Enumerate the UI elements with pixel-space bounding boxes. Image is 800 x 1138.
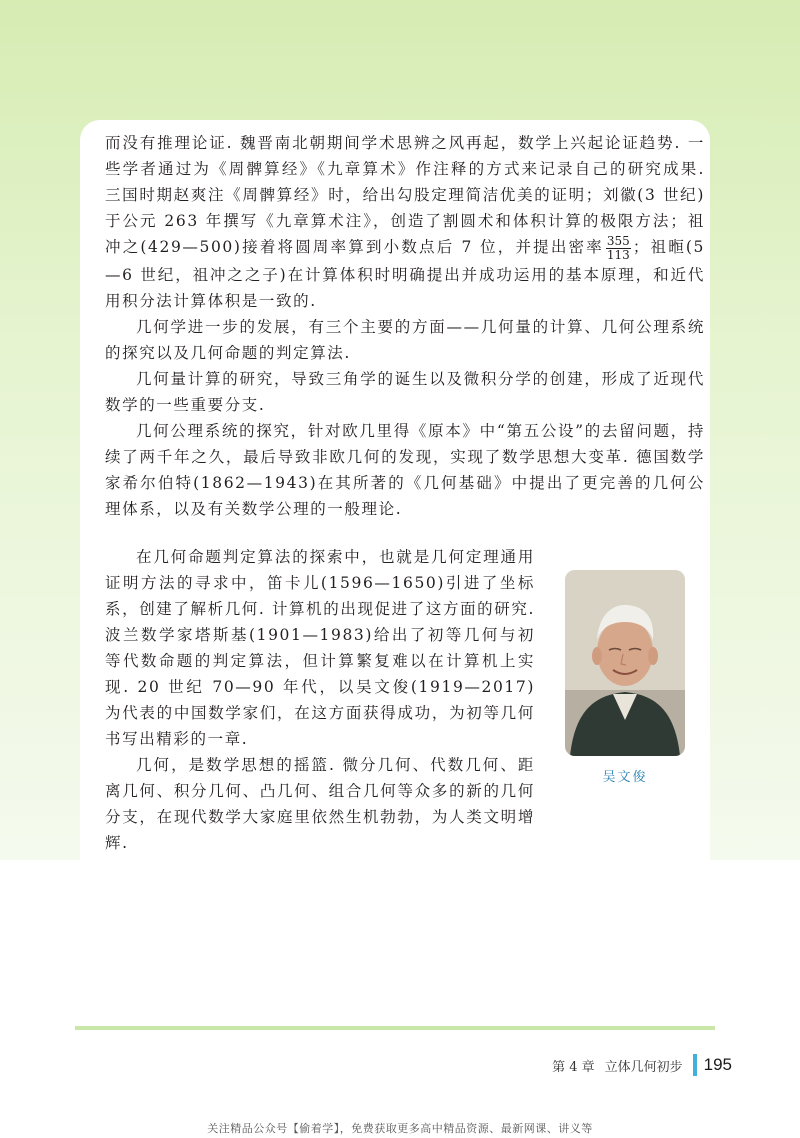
paragraph-3: 几何量计算的研究，导致三角学的诞生以及微积分学的创建，形成了近现代数学的一些重要分支. [105,369,705,414]
body-text-wrapped [105,544,535,856]
paragraph-2: 几何学进一步的发展，有三个主要的方面——几何量的计算、几何公理系统的探究以及几何命题的判定算法. [105,317,705,362]
paragraph-6: 几何，是数学思想的摇篮. 微分几何、代数几何、距离几何、积分几何、凸几何、组合几何等众多的新的几何分支，在现代数学大家庭里依然生机勃勃，为人类文明增辉. [105,756,535,852]
chapter-label: 第 4 章 [552,1059,595,1075]
footer-divider [75,1026,715,1030]
paragraph-1-text-a: 而没有推理论证. 魏晋南北朝期间学术思辨之风再起，数学上兴起论证趋势. 一些学者通过为《周髀算经》《九章算术》作注释的方式来记录自己的研究成果. 三国时期赵爽注《周髀算经》时，给出勾股定理简洁优美的证明；刘徽(3 世纪)于公元 263 年撰写《九章算术注》，创造了割圆术和体积计算的极限方法；祖冲之(429—500)接着将圆周率算到小数点后 7 位，并提出密率 [105,134,705,256]
page-number: 195 [703,1055,732,1074]
chapter-title: 立体几何初步 [604,1059,683,1075]
fraction-denominator: 113 [606,247,630,262]
portrait-illustration [565,570,685,756]
paragraph-5: 在几何命题判定算法的探索中，也就是几何定理通用证明方法的寻求中，笛卡儿(1596—1650)引进了坐标系，创建了解析几何. 计算机的出现促进了这方面的研究. 波兰数学家塔斯基(1901—1983)给出了初等几何与初等代数命题的判定算法，但计算繁复难以在计算机上实现. 20 世纪 70—90 年代，以吴文俊(1919—2017)为代表的中国数学家们，在这方面获得成功，为初等几何书写出精彩的一章. [105,548,535,748]
footer-separator-bar [693,1054,697,1076]
page-footer [552,1055,732,1075]
portrait-photo [565,570,685,756]
paragraph-1 [105,130,705,314]
fraction-numerator: 355 [606,233,630,248]
paragraph-1-text-b: ；祖暅(5—6 世纪，祖冲之之子)在计算体积时明确提出并成功运用的基本原理，和近代用积分法计算体积是一致的. [105,238,705,310]
photo-caption: 吴文俊 [602,770,648,785]
density-ratio-fraction [606,235,631,262]
watermark-text: 关注精品公众号【偷着学】，免费获取更多高中精品资源、最新网课、讲义等 [207,1122,593,1135]
paragraph-4: 几何公理系统的探究，针对欧几里得《原本》中“第五公设”的去留问题，持续了两千年之久，最后导致非欧几何的发现，实现了数学思想大变革. 德国数学家希尔伯特(1862—1943)在其所著的《几何基础》中提出了更完善的几何公理体系，以及有关数学公理的一般理论. [105,421,705,518]
body-text [105,130,705,522]
